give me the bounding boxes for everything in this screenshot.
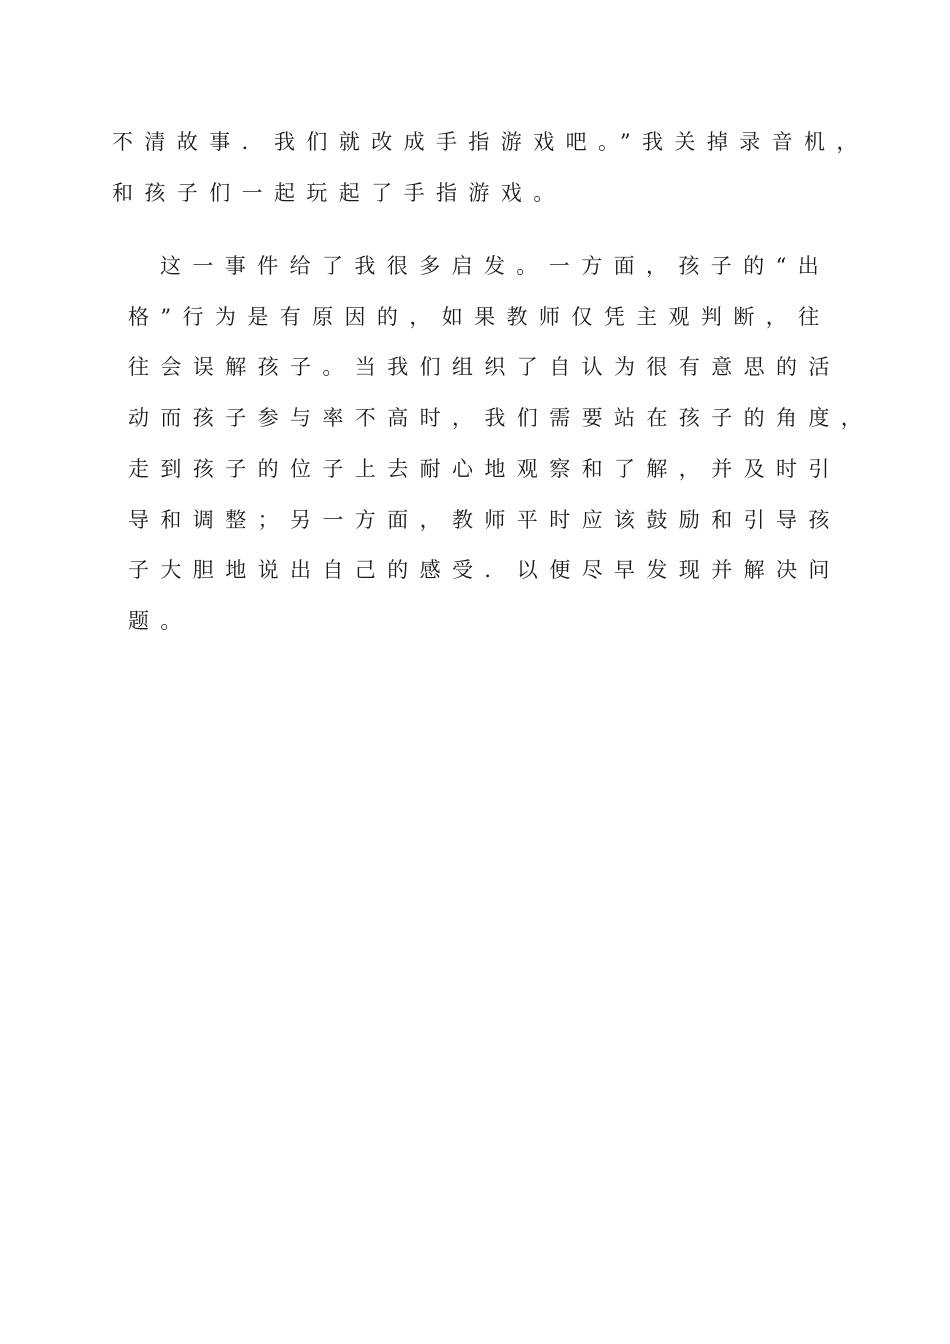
paragraph-line: 往会误解孩子。当我们组织了自认为很有意思的活 bbox=[128, 355, 841, 379]
paragraph-line: 导和调整；另一方面，教师平时应该鼓励和引导孩 bbox=[128, 508, 841, 532]
paragraph-line: 和孩子们一起玩起了手指游戏。 bbox=[112, 181, 566, 205]
paragraph-line: 走到孩子的位子上去耐心地观察和了解，并及时引 bbox=[128, 457, 841, 481]
paragraph-line: 这一事件给了我很多启发。一方面，孩子的“出 bbox=[160, 254, 831, 278]
paragraph-line: 动而孩子参与率不高时，我们需要站在孩子的角度， bbox=[128, 406, 874, 430]
paragraph-line: 不清故事．我们就改成手指游戏吧。”我关掉录音机， bbox=[112, 130, 869, 154]
paragraph-line: 格”行为是有原因的，如果教师仅凭主观判断，往 bbox=[128, 305, 831, 329]
paragraph-line: 题。 bbox=[128, 609, 193, 633]
paragraph-line: 子大胆地说出自己的感受．以便尽早发现并解决问 bbox=[128, 558, 841, 582]
